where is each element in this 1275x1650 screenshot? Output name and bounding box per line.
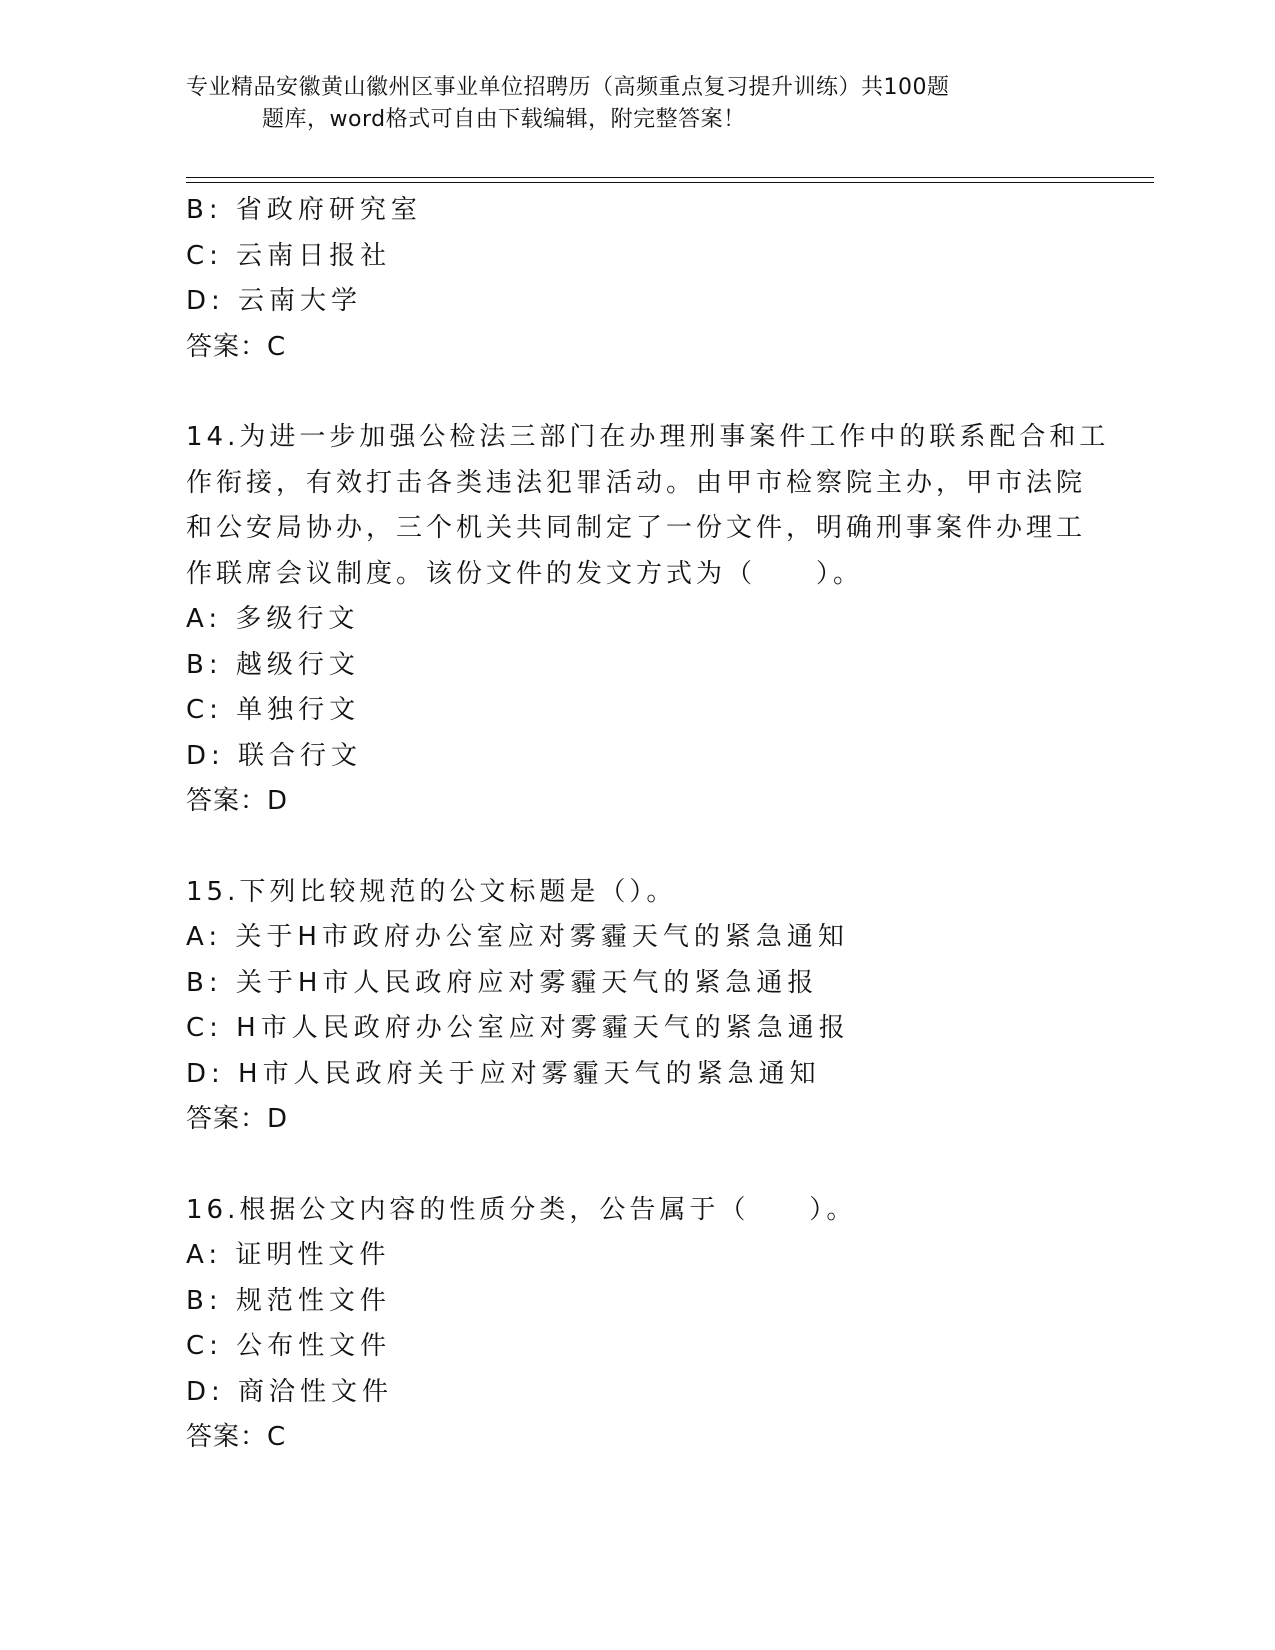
- question-block-13: [186, 188, 1086, 370]
- option-c: C: H市人民政府办公室应对雾霾天气的紧急通报: [186, 1013, 850, 1043]
- question-block-14: [186, 415, 1110, 825]
- question-text-line: 15.下列比较规范的公文标题是（）。: [186, 876, 677, 907]
- question-text-line: 16.根据公文内容的性质分类，公告属于（ ）。: [186, 1194, 857, 1225]
- option-c: C: 单独行文: [186, 695, 361, 725]
- option-a: A: 证明性文件: [186, 1240, 391, 1270]
- question-content: [186, 188, 1110, 1461]
- option-d: D: 云南大学: [186, 286, 363, 316]
- option-c: C: 云南日报社: [186, 240, 392, 271]
- spacer: [186, 1143, 1086, 1188]
- header-divider-top: [186, 177, 1154, 178]
- option-c: C: 公布性文件: [186, 1331, 392, 1361]
- option-a: A: 多级行文: [186, 604, 360, 634]
- question-text-line: 14.为进一步加强公检法三部门在办理刑事案件工作中的联系配合和工: [186, 422, 1110, 452]
- option-b: B: 规范性文件: [186, 1285, 391, 1316]
- spacer: [186, 370, 1086, 415]
- answer-line: 答案：D: [186, 786, 289, 816]
- header-title-line-2: 题库，word格式可自由下载编辑，附完整答案！: [262, 107, 746, 132]
- spacer: [186, 825, 1086, 870]
- answer-line: 答案：D: [186, 1104, 289, 1134]
- option-b: B: 越级行文: [186, 649, 360, 680]
- answer-line: 答案：C: [186, 331, 287, 362]
- header-divider-bottom: [186, 182, 1154, 183]
- option-b: B: 省政府研究室: [186, 195, 422, 225]
- option-d: D: 联合行文: [186, 740, 363, 771]
- option-b: B: 关于H市人民政府应对雾霾天气的紧急通报: [186, 967, 819, 998]
- option-d: D: 商洽性文件: [186, 1376, 394, 1407]
- question-text-line: 作联席会议制度。该份文件的发文方式为（ ）。: [186, 558, 864, 589]
- option-a: A: 关于H市政府办公室应对雾霾天气的紧急通知: [186, 922, 849, 952]
- header-title-line-1: 专业精品安徽黄山徽州区事业单位招聘历（高频重点复习提升训练）共100题: [186, 75, 950, 100]
- page-header: [186, 72, 1046, 136]
- answer-line: 答案：C: [186, 1422, 287, 1452]
- question-block-16: [186, 1188, 1086, 1461]
- question-text-line: 作衔接，有效打击各类违法犯罪活动。由甲市检察院主办，甲市法院: [186, 467, 1087, 498]
- question-block-15: [186, 870, 1086, 1143]
- question-text-line: 和公安局协办，三个机关共同制定了一份文件，明确刑事案件办理工: [186, 513, 1087, 543]
- option-d: D: H市人民政府关于应对雾霾天气的紧急通知: [186, 1058, 821, 1089]
